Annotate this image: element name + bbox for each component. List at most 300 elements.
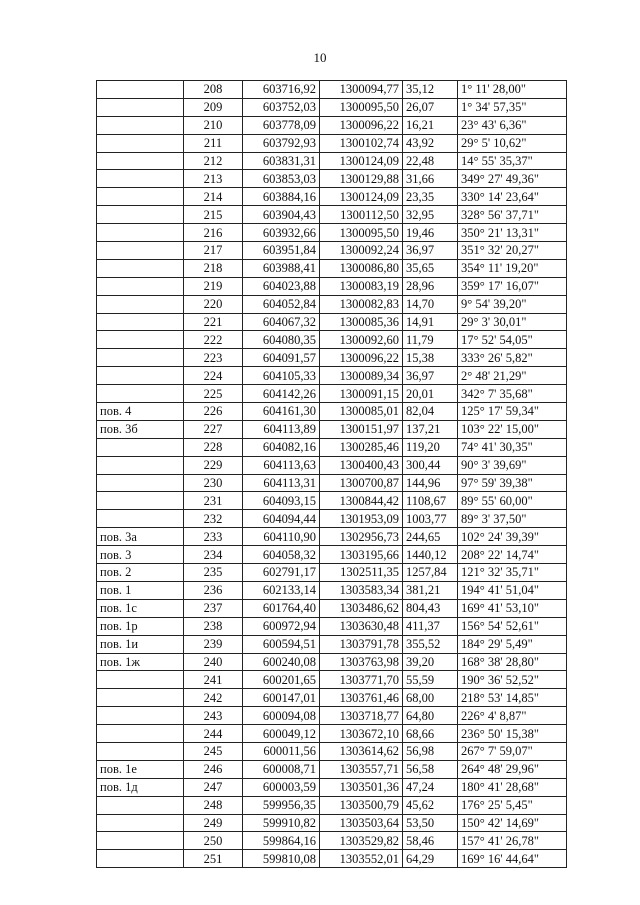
- direction-angle-cell: 330° 14' 23,64": [458, 188, 567, 206]
- y-coordinate-cell: 1300082,83: [320, 295, 403, 313]
- x-coordinate-cell: 599956,35: [243, 796, 320, 814]
- distance-cell: 1440,12: [403, 546, 458, 564]
- x-coordinate-cell: 603988,41: [243, 259, 320, 277]
- point-number-cell: 226: [184, 403, 243, 421]
- point-number-cell: 220: [184, 295, 243, 313]
- distance-cell: 45,62: [403, 796, 458, 814]
- direction-angle-cell: 102° 24' 39,39": [458, 528, 567, 546]
- x-coordinate-cell: 603716,92: [243, 81, 320, 99]
- x-coordinate-cell: 603831,31: [243, 152, 320, 170]
- y-coordinate-cell: 1300094,77: [320, 81, 403, 99]
- table-row: [97, 814, 567, 832]
- direction-angle-cell: 328° 56' 37,71": [458, 206, 567, 224]
- table-row: [97, 689, 567, 707]
- turn-label-cell: пов. 1д: [97, 778, 184, 796]
- y-coordinate-cell: 1300129,88: [320, 170, 403, 188]
- direction-angle-cell: 90° 3' 39,69": [458, 456, 567, 474]
- table-row: [97, 546, 567, 564]
- x-coordinate-cell: 600003,59: [243, 778, 320, 796]
- distance-cell: 35,65: [403, 259, 458, 277]
- distance-cell: 14,91: [403, 313, 458, 331]
- distance-cell: 244,65: [403, 528, 458, 546]
- table-row: [97, 81, 567, 99]
- turn-label-cell: [97, 456, 184, 474]
- turn-label-cell: [97, 277, 184, 295]
- distance-cell: 20,01: [403, 385, 458, 403]
- x-coordinate-cell: 604105,33: [243, 367, 320, 385]
- turn-label-cell: [97, 850, 184, 868]
- distance-cell: 355,52: [403, 635, 458, 653]
- table-row: [97, 474, 567, 492]
- turn-label-cell: пов. 2: [97, 564, 184, 582]
- direction-angle-cell: 208° 22' 14,74": [458, 546, 567, 564]
- turn-label-cell: пов. 1и: [97, 635, 184, 653]
- point-number-cell: 232: [184, 510, 243, 528]
- direction-angle-cell: 156° 54' 52,61": [458, 617, 567, 635]
- direction-angle-cell: 184° 29' 5,49": [458, 635, 567, 653]
- turn-label-cell: пов. 3а: [97, 528, 184, 546]
- page-number: 10: [313, 50, 327, 65]
- turn-label-cell: [97, 206, 184, 224]
- table-row: [97, 528, 567, 546]
- y-coordinate-cell: 1300400,43: [320, 456, 403, 474]
- y-coordinate-cell: 1302511,35: [320, 564, 403, 582]
- x-coordinate-cell: 600049,12: [243, 725, 320, 743]
- y-coordinate-cell: 1303761,46: [320, 689, 403, 707]
- turn-label-cell: [97, 367, 184, 385]
- table-row: [97, 778, 567, 796]
- turn-label-cell: [97, 295, 184, 313]
- table-row: [97, 707, 567, 725]
- distance-cell: 36,97: [403, 367, 458, 385]
- x-coordinate-cell: 602133,14: [243, 581, 320, 599]
- distance-cell: 14,70: [403, 295, 458, 313]
- distance-cell: 16,21: [403, 116, 458, 134]
- direction-angle-cell: 236° 50' 15,38": [458, 725, 567, 743]
- table-body: [97, 81, 567, 868]
- direction-angle-cell: 157° 41' 26,78": [458, 832, 567, 850]
- x-coordinate-cell: 604052,84: [243, 295, 320, 313]
- direction-angle-cell: 89° 55' 60,00": [458, 492, 567, 510]
- x-coordinate-cell: 604094,44: [243, 510, 320, 528]
- distance-cell: 56,98: [403, 742, 458, 760]
- turn-label-cell: [97, 259, 184, 277]
- point-number-cell: 210: [184, 116, 243, 134]
- distance-cell: 300,44: [403, 456, 458, 474]
- distance-cell: 144,96: [403, 474, 458, 492]
- turn-label-cell: пов. 3б: [97, 420, 184, 438]
- y-coordinate-cell: 1303503,64: [320, 814, 403, 832]
- point-number-cell: 233: [184, 528, 243, 546]
- direction-angle-cell: 194° 41' 51,04": [458, 581, 567, 599]
- y-coordinate-cell: 1300844,42: [320, 492, 403, 510]
- point-number-cell: 215: [184, 206, 243, 224]
- y-coordinate-cell: 1303672,10: [320, 725, 403, 743]
- table-row: [97, 349, 567, 367]
- direction-angle-cell: 354° 11' 19,20": [458, 259, 567, 277]
- y-coordinate-cell: 1303583,34: [320, 581, 403, 599]
- x-coordinate-cell: 600972,94: [243, 617, 320, 635]
- distance-cell: 64,80: [403, 707, 458, 725]
- table-row: [97, 98, 567, 116]
- distance-cell: 804,43: [403, 599, 458, 617]
- turn-label-cell: [97, 707, 184, 725]
- table-row: [97, 420, 567, 438]
- table-row: [97, 492, 567, 510]
- point-number-cell: 246: [184, 760, 243, 778]
- turn-label-cell: [97, 725, 184, 743]
- turn-label-cell: [97, 796, 184, 814]
- x-coordinate-cell: 600011,56: [243, 742, 320, 760]
- table-row: [97, 134, 567, 152]
- y-coordinate-cell: 1303552,01: [320, 850, 403, 868]
- turn-label-cell: [97, 510, 184, 528]
- distance-cell: 32,95: [403, 206, 458, 224]
- y-coordinate-cell: 1302956,73: [320, 528, 403, 546]
- table-row: [97, 403, 567, 421]
- turn-label-cell: [97, 81, 184, 99]
- direction-angle-cell: 1° 34' 57,35": [458, 98, 567, 116]
- distance-cell: 411,37: [403, 617, 458, 635]
- distance-cell: 64,29: [403, 850, 458, 868]
- table-row: [97, 850, 567, 868]
- turn-label-cell: [97, 242, 184, 260]
- x-coordinate-cell: 604113,31: [243, 474, 320, 492]
- turn-label-cell: [97, 152, 184, 170]
- point-number-cell: 235: [184, 564, 243, 582]
- distance-cell: 36,97: [403, 242, 458, 260]
- y-coordinate-cell: 1300096,22: [320, 349, 403, 367]
- point-number-cell: 224: [184, 367, 243, 385]
- point-number-cell: 231: [184, 492, 243, 510]
- direction-angle-cell: 9° 54' 39,20": [458, 295, 567, 313]
- turn-label-cell: пов. 1: [97, 581, 184, 599]
- table-row: [97, 438, 567, 456]
- point-number-cell: 222: [184, 331, 243, 349]
- point-number-cell: 242: [184, 689, 243, 707]
- distance-cell: 39,20: [403, 653, 458, 671]
- direction-angle-cell: 359° 17' 16,07": [458, 277, 567, 295]
- table-row: [97, 653, 567, 671]
- direction-angle-cell: 168° 38' 28,80": [458, 653, 567, 671]
- direction-angle-cell: 226° 4' 8,87": [458, 707, 567, 725]
- turn-label-cell: пов. 1р: [97, 617, 184, 635]
- distance-cell: 15,38: [403, 349, 458, 367]
- x-coordinate-cell: 603752,03: [243, 98, 320, 116]
- y-coordinate-cell: 1303529,82: [320, 832, 403, 850]
- distance-cell: 58,46: [403, 832, 458, 850]
- y-coordinate-cell: 1300092,60: [320, 331, 403, 349]
- x-coordinate-cell: 604113,89: [243, 420, 320, 438]
- point-number-cell: 248: [184, 796, 243, 814]
- point-number-cell: 213: [184, 170, 243, 188]
- x-coordinate-cell: 600094,08: [243, 707, 320, 725]
- y-coordinate-cell: 1300151,97: [320, 420, 403, 438]
- distance-cell: 23,35: [403, 188, 458, 206]
- y-coordinate-cell: 1300085,36: [320, 313, 403, 331]
- table-row: [97, 564, 567, 582]
- x-coordinate-cell: 599910,82: [243, 814, 320, 832]
- y-coordinate-cell: 1300096,22: [320, 116, 403, 134]
- y-coordinate-cell: 1300092,24: [320, 242, 403, 260]
- table-row: [97, 725, 567, 743]
- point-number-cell: 229: [184, 456, 243, 474]
- direction-angle-cell: 14° 55' 35,37": [458, 152, 567, 170]
- distance-cell: 55,59: [403, 671, 458, 689]
- direction-angle-cell: 121° 32' 35,71": [458, 564, 567, 582]
- table-row: [97, 581, 567, 599]
- point-number-cell: 237: [184, 599, 243, 617]
- table-row: [97, 259, 567, 277]
- point-number-cell: 218: [184, 259, 243, 277]
- turn-label-cell: пов. 1е: [97, 760, 184, 778]
- x-coordinate-cell: 603904,43: [243, 206, 320, 224]
- direction-angle-cell: 264° 48' 29,96": [458, 760, 567, 778]
- point-number-cell: 243: [184, 707, 243, 725]
- x-coordinate-cell: 604142,26: [243, 385, 320, 403]
- x-coordinate-cell: 604091,57: [243, 349, 320, 367]
- x-coordinate-cell: 600147,01: [243, 689, 320, 707]
- table-row: [97, 832, 567, 850]
- x-coordinate-cell: 604067,32: [243, 313, 320, 331]
- x-coordinate-cell: 600008,71: [243, 760, 320, 778]
- y-coordinate-cell: 1300095,50: [320, 224, 403, 242]
- point-number-cell: 247: [184, 778, 243, 796]
- table-row: [97, 456, 567, 474]
- point-number-cell: 236: [184, 581, 243, 599]
- direction-angle-cell: 190° 36' 52,52": [458, 671, 567, 689]
- y-coordinate-cell: 1303486,62: [320, 599, 403, 617]
- distance-cell: 1257,84: [403, 564, 458, 582]
- y-coordinate-cell: 1300112,50: [320, 206, 403, 224]
- point-number-cell: 228: [184, 438, 243, 456]
- point-number-cell: 212: [184, 152, 243, 170]
- direction-angle-cell: 351° 32' 20,27": [458, 242, 567, 260]
- y-coordinate-cell: 1301953,09: [320, 510, 403, 528]
- turn-label-cell: [97, 492, 184, 510]
- direction-angle-cell: 29° 3' 30,01": [458, 313, 567, 331]
- table-row: [97, 617, 567, 635]
- table-row: [97, 152, 567, 170]
- point-number-cell: 221: [184, 313, 243, 331]
- point-number-cell: 238: [184, 617, 243, 635]
- table-row: [97, 385, 567, 403]
- y-coordinate-cell: 1300700,87: [320, 474, 403, 492]
- distance-cell: 1108,67: [403, 492, 458, 510]
- point-number-cell: 214: [184, 188, 243, 206]
- turn-label-cell: пов. 1ж: [97, 653, 184, 671]
- direction-angle-cell: 333° 26' 5,82": [458, 349, 567, 367]
- direction-angle-cell: 169° 41' 53,10": [458, 599, 567, 617]
- point-number-cell: 251: [184, 850, 243, 868]
- y-coordinate-cell: 1300083,19: [320, 277, 403, 295]
- y-coordinate-cell: 1303791,78: [320, 635, 403, 653]
- direction-angle-cell: 176° 25' 5,45": [458, 796, 567, 814]
- direction-angle-cell: 29° 5' 10,62": [458, 134, 567, 152]
- y-coordinate-cell: 1303718,77: [320, 707, 403, 725]
- direction-angle-cell: 23° 43' 6,36": [458, 116, 567, 134]
- table-row: [97, 635, 567, 653]
- table-row: [97, 796, 567, 814]
- x-coordinate-cell: 599864,16: [243, 832, 320, 850]
- table-row: [97, 671, 567, 689]
- table-row: [97, 224, 567, 242]
- table-row: [97, 510, 567, 528]
- table-row: [97, 313, 567, 331]
- x-coordinate-cell: 603932,66: [243, 224, 320, 242]
- turn-label-cell: [97, 474, 184, 492]
- point-number-cell: 239: [184, 635, 243, 653]
- x-coordinate-cell: 604161,30: [243, 403, 320, 421]
- distance-cell: 68,66: [403, 725, 458, 743]
- x-coordinate-cell: 600594,51: [243, 635, 320, 653]
- point-number-cell: 217: [184, 242, 243, 260]
- distance-cell: 43,92: [403, 134, 458, 152]
- point-number-cell: 219: [184, 277, 243, 295]
- direction-angle-cell: 342° 7' 35,68": [458, 385, 567, 403]
- direction-angle-cell: 150° 42' 14,69": [458, 814, 567, 832]
- turn-label-cell: пов. 4: [97, 403, 184, 421]
- direction-angle-cell: 349° 27' 49,36": [458, 170, 567, 188]
- direction-angle-cell: 125° 17' 59,34": [458, 403, 567, 421]
- distance-cell: 47,24: [403, 778, 458, 796]
- y-coordinate-cell: 1303500,79: [320, 796, 403, 814]
- x-coordinate-cell: 604080,35: [243, 331, 320, 349]
- x-coordinate-cell: 603792,93: [243, 134, 320, 152]
- turn-label-cell: [97, 349, 184, 367]
- point-number-cell: 250: [184, 832, 243, 850]
- table-row: [97, 242, 567, 260]
- y-coordinate-cell: 1300091,15: [320, 385, 403, 403]
- point-number-cell: 234: [184, 546, 243, 564]
- turn-label-cell: [97, 116, 184, 134]
- coordinates-table: [96, 80, 567, 868]
- direction-angle-cell: 17° 52' 54,05": [458, 331, 567, 349]
- distance-cell: 28,96: [403, 277, 458, 295]
- turn-label-cell: [97, 742, 184, 760]
- distance-cell: 82,04: [403, 403, 458, 421]
- y-coordinate-cell: 1303614,62: [320, 742, 403, 760]
- distance-cell: 53,50: [403, 814, 458, 832]
- turn-label-cell: [97, 224, 184, 242]
- x-coordinate-cell: 604113,63: [243, 456, 320, 474]
- x-coordinate-cell: 603778,09: [243, 116, 320, 134]
- turn-label-cell: [97, 671, 184, 689]
- table-row: [97, 188, 567, 206]
- turn-label-cell: [97, 814, 184, 832]
- turn-label-cell: [97, 832, 184, 850]
- point-number-cell: 223: [184, 349, 243, 367]
- turn-label-cell: [97, 134, 184, 152]
- turn-label-cell: [97, 331, 184, 349]
- table-row: [97, 277, 567, 295]
- distance-cell: 137,21: [403, 420, 458, 438]
- y-coordinate-cell: 1303630,48: [320, 617, 403, 635]
- direction-angle-cell: 1° 11' 28,00": [458, 81, 567, 99]
- table-row: [97, 206, 567, 224]
- x-coordinate-cell: 604082,16: [243, 438, 320, 456]
- x-coordinate-cell: 600201,65: [243, 671, 320, 689]
- turn-label-cell: [97, 170, 184, 188]
- turn-label-cell: [97, 438, 184, 456]
- point-number-cell: 245: [184, 742, 243, 760]
- distance-cell: 35,12: [403, 81, 458, 99]
- table-row: [97, 331, 567, 349]
- distance-cell: 56,58: [403, 760, 458, 778]
- x-coordinate-cell: 604093,15: [243, 492, 320, 510]
- distance-cell: 19,46: [403, 224, 458, 242]
- y-coordinate-cell: 1300124,09: [320, 152, 403, 170]
- distance-cell: 31,66: [403, 170, 458, 188]
- distance-cell: 381,21: [403, 581, 458, 599]
- table-row: [97, 116, 567, 134]
- y-coordinate-cell: 1303771,70: [320, 671, 403, 689]
- direction-angle-cell: 169° 16' 44,64": [458, 850, 567, 868]
- turn-label-cell: [97, 188, 184, 206]
- direction-angle-cell: 180° 41' 28,68": [458, 778, 567, 796]
- point-number-cell: 209: [184, 98, 243, 116]
- turn-label-cell: пов. 3: [97, 546, 184, 564]
- direction-angle-cell: 218° 53' 14,85": [458, 689, 567, 707]
- y-coordinate-cell: 1300085,01: [320, 403, 403, 421]
- table-row: [97, 367, 567, 385]
- point-number-cell: 227: [184, 420, 243, 438]
- distance-cell: 26,07: [403, 98, 458, 116]
- x-coordinate-cell: 603853,03: [243, 170, 320, 188]
- point-number-cell: 249: [184, 814, 243, 832]
- x-coordinate-cell: 601764,40: [243, 599, 320, 617]
- y-coordinate-cell: 1300086,80: [320, 259, 403, 277]
- distance-cell: 11,79: [403, 331, 458, 349]
- turn-label-cell: [97, 385, 184, 403]
- point-number-cell: 225: [184, 385, 243, 403]
- turn-label-cell: [97, 689, 184, 707]
- x-coordinate-cell: 602791,17: [243, 564, 320, 582]
- y-coordinate-cell: 1300102,74: [320, 134, 403, 152]
- table-row: [97, 170, 567, 188]
- x-coordinate-cell: 600240,08: [243, 653, 320, 671]
- y-coordinate-cell: 1303557,71: [320, 760, 403, 778]
- x-coordinate-cell: 603951,84: [243, 242, 320, 260]
- point-number-cell: 240: [184, 653, 243, 671]
- direction-angle-cell: 350° 21' 13,31": [458, 224, 567, 242]
- distance-cell: 68,00: [403, 689, 458, 707]
- table-row: [97, 599, 567, 617]
- distance-cell: 22,48: [403, 152, 458, 170]
- x-coordinate-cell: 604058,32: [243, 546, 320, 564]
- direction-angle-cell: 2° 48' 21,29": [458, 367, 567, 385]
- point-number-cell: 211: [184, 134, 243, 152]
- table-row: [97, 742, 567, 760]
- y-coordinate-cell: 1300095,50: [320, 98, 403, 116]
- point-number-cell: 241: [184, 671, 243, 689]
- direction-angle-cell: 267° 7' 59,07": [458, 742, 567, 760]
- y-coordinate-cell: 1300124,09: [320, 188, 403, 206]
- point-number-cell: 230: [184, 474, 243, 492]
- point-number-cell: 244: [184, 725, 243, 743]
- x-coordinate-cell: 603884,16: [243, 188, 320, 206]
- y-coordinate-cell: 1300285,46: [320, 438, 403, 456]
- direction-angle-cell: 97° 59' 39,38": [458, 474, 567, 492]
- turn-label-cell: [97, 98, 184, 116]
- table-row: [97, 760, 567, 778]
- table-row: [97, 295, 567, 313]
- y-coordinate-cell: 1303501,36: [320, 778, 403, 796]
- turn-label-cell: пов. 1с: [97, 599, 184, 617]
- x-coordinate-cell: 604023,88: [243, 277, 320, 295]
- y-coordinate-cell: 1303763,98: [320, 653, 403, 671]
- direction-angle-cell: 103° 22' 15,00": [458, 420, 567, 438]
